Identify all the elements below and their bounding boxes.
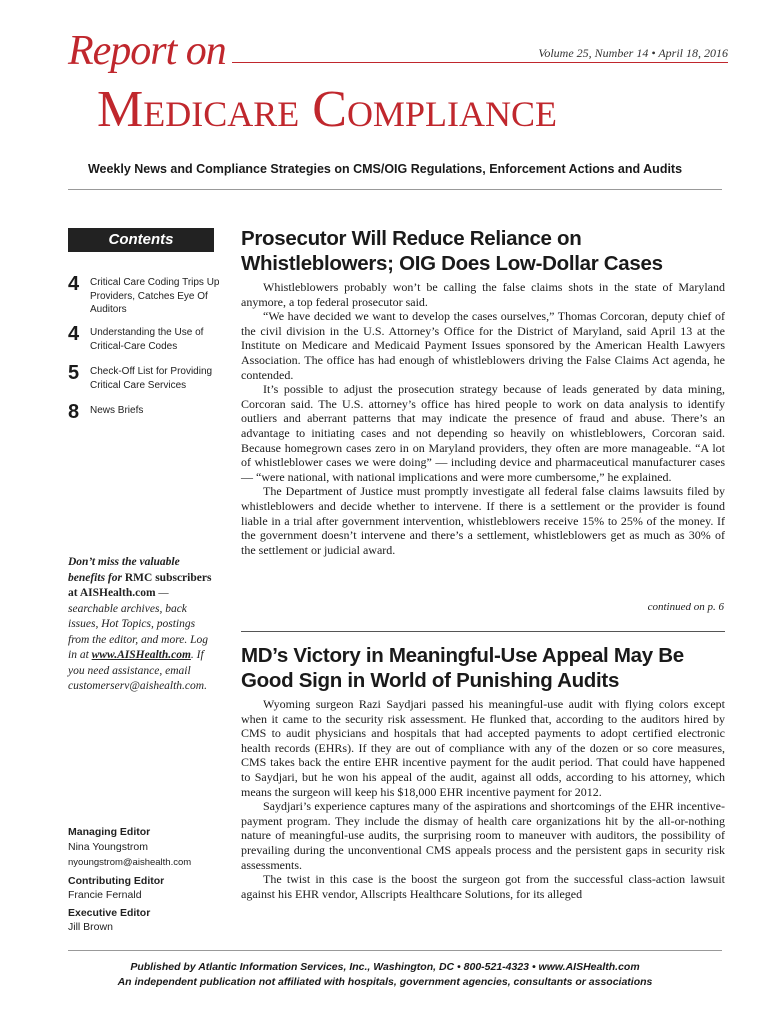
article2-paragraph: Wyoming surgeon Razi Saydjari passed his meaningful-use audit with flying colors except when it came to the security risk assessment. He flunked that, according to the auditors hired by CMS to audit physicians and hospitals that had accepted payments to adopt certified electronic health records (EHRs). If they are out of compliance with any of the dozen or so core measures, CMS takes back the entire EHR incentive payment for the audit period. That could have happened to Saydjari, but he won his appeal of the audit, against all odds, according to his attorney, which means the surgeon will keep his $18,000 EHR incentive payment for 2012. [241, 697, 725, 799]
toc-page-number: 8 [68, 401, 80, 423]
continued-note[interactable]: continued on p. 6 [647, 601, 724, 613]
managing-editor-name: Nina Youngstrom [68, 840, 148, 853]
masthead-rule [232, 62, 728, 63]
article-divider [241, 631, 725, 632]
staff-box [68, 825, 228, 935]
toc-item[interactable] [68, 324, 218, 354]
toc-title: News Briefs [90, 405, 144, 416]
title-edicare: EDICARE [143, 94, 300, 134]
toc-page-number: 4 [68, 323, 80, 345]
article1-body [241, 280, 725, 557]
title-m: M [97, 81, 144, 138]
toc-title: Understanding the Use of Critical-Care Codes [90, 327, 204, 352]
managing-editor-label: Managing Editor [68, 826, 151, 838]
article1-paragraph: It’s possible to adjust the prosecution strategy because of leads generated by data mining, Corcoran said. The U.S. attorney’s office has hired people to work on data analysis to identify outliers and aberrant patterns that may indicate the presence of fraud and abuse. There’s an advantage to initiating cases and not depending so heavily on whistleblowers, Corcoran said. Because homegrown cases zero in on Maryland providers, they often are more manageable. “A lot of whistleblower cases we were doing” — including device and pharmaceutical manufacturer cases — “were national, with national implications and were more cumbersome,” he explained. [241, 382, 725, 484]
managing-editor-email[interactable]: nyoungstrom@aishealth.com [68, 857, 192, 868]
publisher-line: Published by Atlantic Information Services, Inc., Washington, DC • 800-521-4323 • www.AISHealth.com [130, 961, 640, 973]
article1-paragraph: The Department of Justice must promptly investigate all federal false claims lawsuits filed by whistleblowers and decide whether to intervene. If there is a settlement or the provider is found liable in a trial after government intervention, whistleblowers receive 15% to 25% of the money. If the government doesn’t intervene and there’s a settlement, whistleblowers get as much as 30% of the settlement or judicial award. [241, 484, 725, 557]
article1-headline: Prosecutor Will Reduce Reliance on Whistleblowers; OIG Does Low-Dollar Cases [241, 227, 663, 275]
contents-heading: Contents [68, 228, 214, 252]
footer-rule [68, 950, 722, 951]
toc-item[interactable] [68, 402, 218, 422]
toc-item[interactable] [68, 274, 218, 314]
article2-paragraph: The twist in this case is the boost the surgeon got from the successful class-action lawsuit against his EHR vendor, Allscripts Healthcare Solutions, for its alleged [241, 872, 725, 901]
title-c: C [312, 81, 347, 138]
promo-body: — searchable archives, back issues, Hot Topics, postings from the editor, and more. Log in at [68, 587, 209, 661]
toc-title: Critical Care Coding Trips Up Providers, Catches Eye Of Auditors [90, 277, 220, 315]
promo-tail: . If you need assistance, email customerserv@aishealth.com. [68, 649, 207, 692]
promo-link[interactable]: www.AISHealth.com [91, 649, 191, 661]
article2-paragraph: Saydjari’s experience captures many of the aspirations and shortcomings of the EHR incentive-payment program. They include the dismay of health care organizations hit by the all-or-nothing nature of meaningful-use audits, the surprising room to maneuver with auditors, the possibility of prevailing during the unconventional CMS appeals process and the persistent gaps in security risk assessments. [241, 799, 725, 872]
toc-page-number: 5 [68, 362, 80, 384]
toc-title: Check-Off List for Providing Critical Care Services [90, 366, 213, 391]
executive-editor-name: Jill Brown [68, 921, 113, 933]
report-on-logo-text: Report on [68, 28, 226, 74]
title-ompliance: OMPLIANCE [346, 94, 557, 134]
contributing-editor-label: Contributing Editor [68, 874, 165, 887]
executive-editor-label: Executive Editor [68, 906, 151, 919]
publication-title [97, 81, 557, 138]
article1-paragraph: Whistleblowers probably won’t be calling the false claims shots in the state of Maryland anymore, a top federal prosecutor said. [241, 280, 725, 309]
subscriber-promo [68, 555, 218, 695]
contributing-editor-name: Francie Fernald [68, 889, 142, 901]
toc-page-number: 4 [68, 273, 80, 295]
issue-info: Volume 25, Number 14 • April 18, 2016 [538, 46, 728, 60]
promo-subscribers: RMC subscribers at AISHealth.com [68, 571, 212, 599]
article2-headline: MD’s Victory in Meaningful-Use Appeal May Be Good Sign in World of Punishing Audits [241, 644, 684, 692]
toc-item[interactable] [68, 363, 218, 393]
tagline-rule [68, 189, 722, 190]
tagline: Weekly News and Compliance Strategies on CMS/OIG Regulations, Enforcement Actions and Audits [87, 162, 683, 176]
promo-lead: Don’t miss the valuable benefits for [68, 556, 180, 584]
article2-body [241, 697, 725, 901]
article1-paragraph: “We have decided we want to develop the cases ourselves,” Thomas Corcoran, deputy chief of the civil division in the U.S. Attorney’s Office for the District of Maryland, said April 13 at the Institute on Medicare and Medicaid Payment Issues sponsored by the American Health Lawyers Association. The office has had enough of whistleblowers driving the False Claims Act agenda, he contended. [241, 309, 725, 382]
independence-line: An independent publication not affiliated with hospitals, government agencies, consultants or associations [117, 976, 653, 988]
